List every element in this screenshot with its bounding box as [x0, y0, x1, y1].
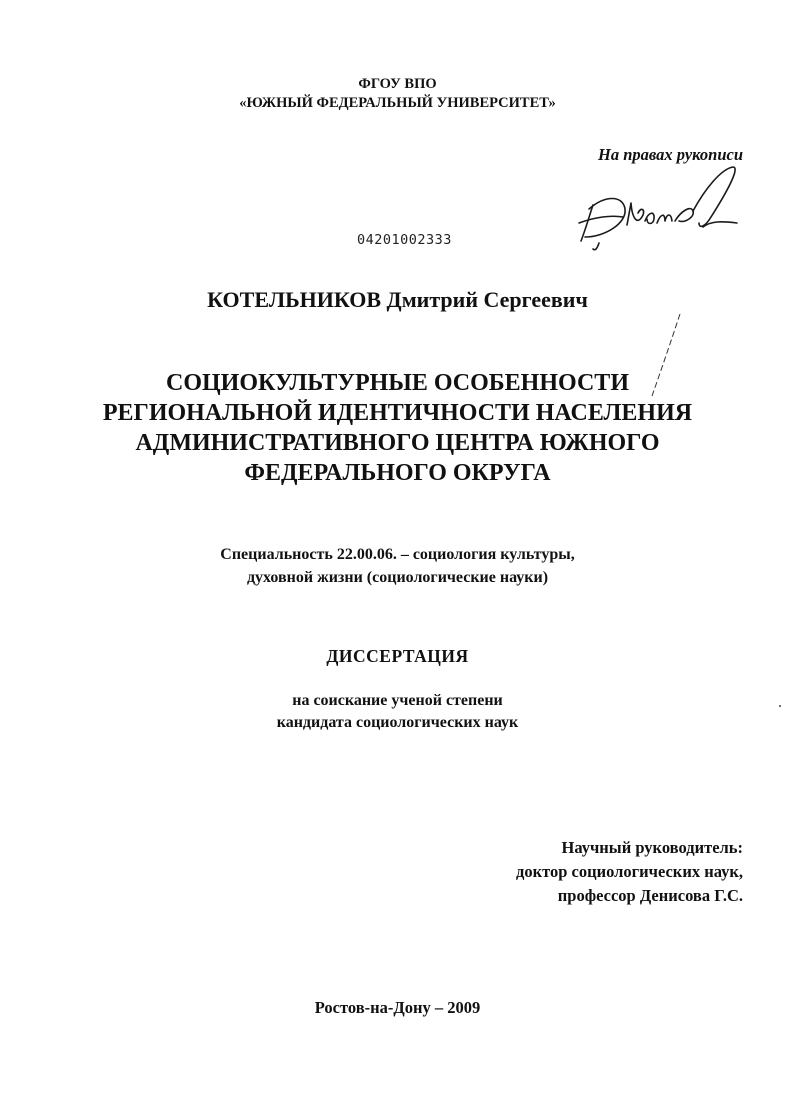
specialty-line-2: духовной жизни (социологические науки)	[246, 569, 549, 586]
advisor-label: Научный руководитель:	[561, 838, 743, 857]
rights-note: На правах рукописи	[598, 145, 743, 164]
organization-line-1: ФГОУ ВПО	[358, 76, 437, 92]
title-line-1: СОЦИОКУЛЬТУРНЫЕ ОСОБЕННОСТИ	[166, 370, 629, 396]
degree-line-1: на соискание ученой степени	[292, 692, 503, 709]
degree-block	[0, 690, 795, 734]
organization-line-2: «ЮЖНЫЙ ФЕДЕРАЛЬНЫЙ УНИВЕРСИТЕТ»	[239, 95, 556, 111]
document-number: 04201002333	[357, 232, 452, 248]
title-line-3: АДМИНИСТРАТИВНОГО ЦЕНТРА ЮЖНОГО	[135, 430, 660, 456]
author-name: КОТЕЛЬНИКОВ Дмитрий Сергеевич	[207, 287, 588, 312]
organization-header	[0, 75, 795, 113]
degree-line-2: кандидата социологических наук	[276, 714, 519, 731]
document-type: ДИССЕРТАЦИЯ	[326, 646, 469, 666]
signature-icon	[575, 165, 740, 255]
title-line-2: РЕГИОНАЛЬНОЙ ИДЕНТИЧНОСТИ НАСЕЛЕНИЯ	[102, 400, 693, 426]
specialty-line-1: Специальность 22.00.06. – социология культуры,	[220, 546, 575, 563]
specialty-block	[0, 543, 795, 589]
title-line-4: ФЕДЕРАЛЬНОГО ОКРУГА	[244, 460, 551, 486]
advisor-block	[516, 836, 743, 908]
advisor-name: профессор Денисова Г.С.	[557, 886, 743, 905]
advisor-credential: доктор социологических наук,	[515, 862, 743, 881]
city-year: Ростов-на-Дону – 2009	[314, 998, 481, 1017]
scan-speck-mark	[778, 704, 782, 708]
dissertation-title	[0, 368, 795, 488]
